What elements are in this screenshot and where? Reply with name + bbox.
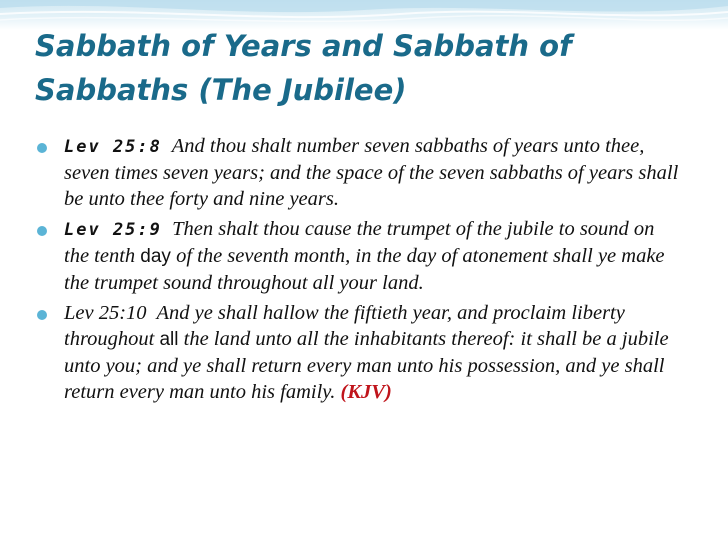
- list-item: [34, 216, 684, 296]
- verse-emphasis: all: [159, 329, 179, 350]
- source-label: (KJV): [340, 381, 392, 403]
- title-line-2: Sabbaths (The Jubilee): [35, 73, 407, 107]
- verse-reference: Lev 25:10: [64, 302, 147, 324]
- verse-text: of the seventh month, in the day of atonement shall ye make the trumpet sound throughout all your land.: [64, 245, 665, 294]
- bullet-list: [34, 133, 684, 409]
- verse-reference: Lev 25:8: [64, 137, 162, 157]
- verse-text: And thou shalt number seven sabbaths of years unto thee, seven times seven years; and the space of the seven sabbaths of years shall be unto thee forty and nine years.: [64, 135, 679, 210]
- verse-emphasis: day: [140, 246, 171, 267]
- bullet-icon: [37, 143, 47, 153]
- title-line-1: Sabbath of Years and Sabbath of: [35, 29, 572, 63]
- list-item: [34, 300, 684, 405]
- verse-text: And ye shall hallow the fiftieth year, and proclaim liberty throughout: [64, 302, 625, 350]
- verse-text: the land unto all the inhabitants thereof: it shall be a jubile unto you; and ye shall return every man unto his possession, and ye shall return every man unto his family.: [64, 328, 669, 403]
- bullet-icon: [37, 226, 47, 236]
- list-item: [34, 133, 684, 212]
- verse-reference: Lev 25:9: [64, 220, 162, 240]
- slide-title: [35, 24, 685, 112]
- verse-text: Then shalt thou cause the trumpet of the jubile to sound on the tenth: [64, 218, 655, 267]
- bullet-icon: [37, 310, 47, 320]
